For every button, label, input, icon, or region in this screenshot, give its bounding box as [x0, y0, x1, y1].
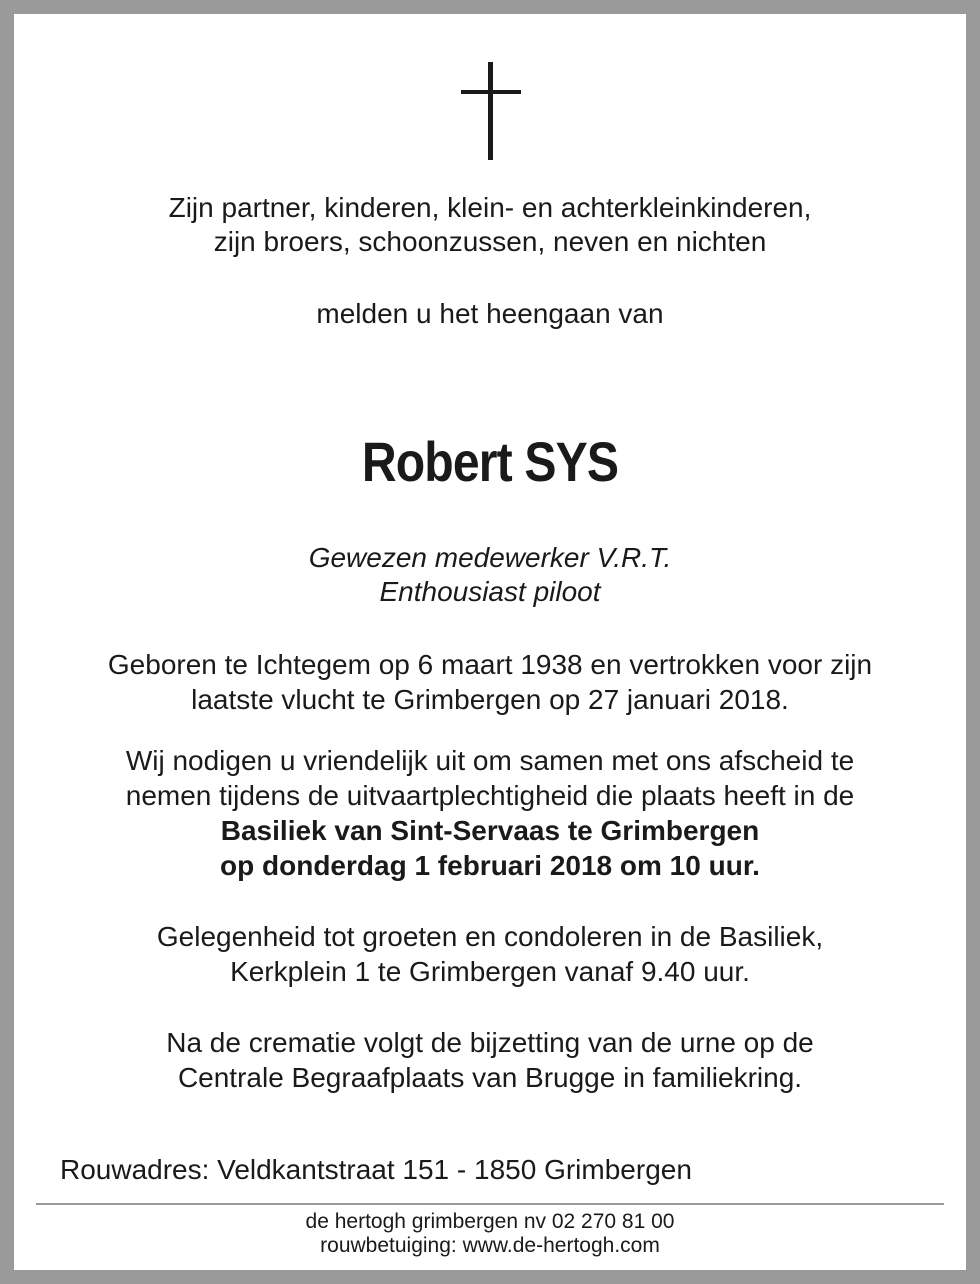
condolences-line-1: Gelegenheid tot groeten en condoleren in de Basiliek,: [156, 921, 824, 952]
family-line-2: zijn broers, schoonzussen, neven en nichten: [213, 226, 767, 257]
family-line-1: Zijn partner, kinderen, klein- en achterkleinkinderen,: [168, 192, 812, 223]
ceremony-line-1: Wij nodigen u vriendelijk uit om samen met ons afscheid te: [125, 745, 855, 776]
ceremony-location: Basiliek van Sint-Servaas te Grimbergen: [220, 815, 760, 846]
cross-vertical-bar: [488, 62, 493, 160]
deceased-title-2: Enthousiast piloot: [379, 576, 601, 607]
undertaker-contact: de hertogh grimbergen nv 02 270 81 00: [305, 1210, 675, 1233]
ceremony-line-2: nemen tijdens de uitvaartplechtigheid die plaats heeft in de: [125, 780, 855, 811]
birth-line-2: laatste vlucht te Grimbergen op 27 januari 2018.: [191, 684, 789, 715]
birth-line-1: Geboren te Ichtegem op 6 maart 1938 en vertrokken voor zijn: [107, 649, 873, 680]
condolence-website: rouwbetuiging: www.de-hertogh.com: [320, 1234, 660, 1257]
mourning-address: Rouwadres: Veldkantstraat 151 - 1850 Grimbergen: [60, 1154, 692, 1185]
cross-horizontal-bar: [461, 90, 521, 94]
announcement-text: melden u het heengaan van: [316, 298, 664, 329]
ceremony-datetime: op donderdag 1 februari 2018 om 10 uur.: [220, 850, 760, 881]
cross-icon: [461, 62, 521, 160]
deceased-title-1: Gewezen medewerker V.R.T.: [308, 542, 672, 573]
footer-divider: [36, 1203, 944, 1205]
cremation-line-2: Centrale Begraafplaats van Brugge in familiekring.: [177, 1062, 803, 1093]
condolences-line-2: Kerkplein 1 te Grimbergen vanaf 9.40 uur.: [230, 956, 750, 987]
cremation-line-1: Na de crematie volgt de bijzetting van de urne op de: [166, 1027, 814, 1058]
deceased-name: Robert SYS: [361, 430, 619, 493]
